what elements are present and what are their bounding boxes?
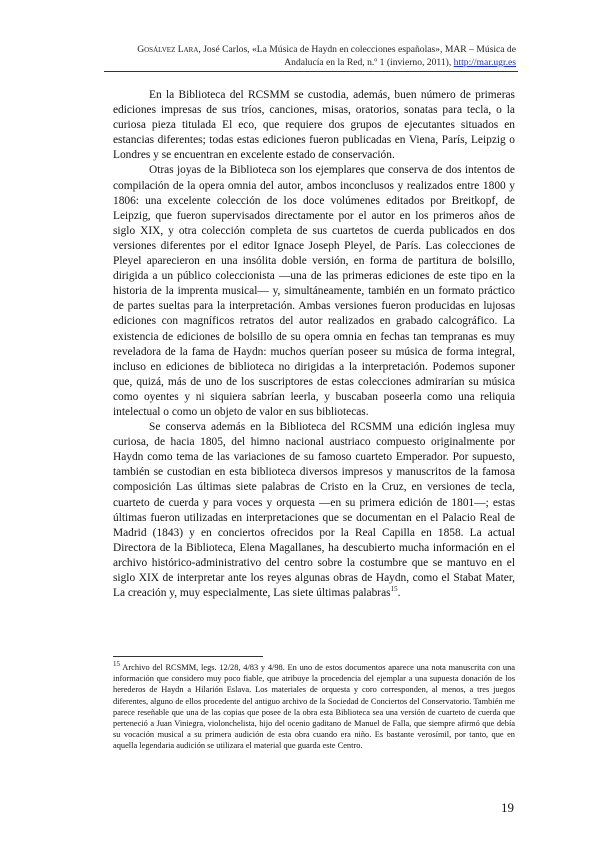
footnote [113,662,515,752]
footnote-reference[interactable]: 15 [390,585,398,594]
running-header [96,44,516,69]
header-author: Gosálvez Lara [137,44,199,55]
header-link[interactable]: http://mar.ugr.es [453,56,516,68]
body-text [113,88,515,601]
paragraph-2: Otras joyas de la Biblioteca son los ejemplares que conserva de dos intentos de compilación de la opera omnia del autor, ambos inconclusos y realizados entre 1800 y 1806: una excelente colección de los doce volúmenes editados por Breitkopf, de Leipzig, que fueron supervisados directamente por el autor en los primeros años de siglo XIX, y otra colección completa de sus cuartetos de cuerda publicados en dos versiones diferentes por el editor Ignace Joseph Pleyel, de París. Las colecciones de Pleyel aparecieron en una insólita doble versión, en forma de partitura de bolsillo, dirigida a un público coleccionista —una de las primeras ediciones de este tipo en la historia de la imprenta musical— y, simultáneamente, también en un formato práctico de partes sueltas para la interpretación. Ambas versiones fueron producidas en lujosas ediciones con magníficos retratos del autor realizados en grabado calcográfico. La existencia de ediciones de bolsillo de su opera omnia en fechas tan tempranas es muy reveladora de la fama de Haydn: muchos querían poseer su música de forma integral, incluso en ediciones de biblioteca no dirigidas a la interpretación. Podemos suponer que, quizá, más de uno de los suscriptores de estas colecciones admirarían su música como oyentes y ni siquiera sabrían leerla, y buscaban poseerla como una reliquia intelectual o como un objeto de valor en sus bibliotecas. [113,164,515,418]
footnote-rule [113,656,263,657]
footnote-number: 15 [113,660,120,669]
page-number: 19 [501,800,514,815]
header-rule [104,71,518,72]
paragraph-3: Se conserva además en la Biblioteca del RCSMM una edición inglesa muy curiosa, de hacia 1805, del himno nacional austriaco compuesto originalmente por Haydn como tema de las variaciones de su famoso cuarteto Emperador. Por supuesto, también se custodian en esta biblioteca diversos impresos y manuscritos de la famosa composición Las últimas siete palabras de Cristo en la Cruz, en versiones de tecla, cuarteto de cuerda y para voces y orquesta —en su primera edición de 1801—; estas últimas fueron utilizadas en interpretaciones que se documentan en el Palacio Real de Madrid (1843) y en conciertos ofrecidos por la Real Capilla en 1858. La actual Directora de la Biblioteca, Elena Magallanes, ha descubierto mucha información en el archivo histórico-administrativo del centro sobre la costumbre que se mantuvo en el siglo XIX de interpretar ante los reyes algunas obras de Haydn, como el Stabat Mater, La creación y, muy especialmente, Las siete últimas palabras$^{15}$. [113,421,515,600]
paragraph-1: En la Biblioteca del RCSMM se custodia, además, buen número de primeras ediciones impresas de sus tríos, canciones, misas, oratorios, sonatas para tecla, o la curiosa pieza titulada El eco, que requiere dos grupos de ejecutantes situados en estancias diferentes; todas estas ediciones fueron publicadas en Viena, París, Leipzig o Londres y se encuentran en excelente estado de conservación. [113,89,515,162]
header-citation: , José Carlos, «La Música de Haydn en colecciones españolas», MAR – Música de Andalucía en la Red, n.º 1 (invierno, 2011), [198,44,516,68]
paragraph-3-text: Se conserva además en la Biblioteca del RCSMM una edición inglesa muy curiosa, de hacia 1805, del himno nacional austriaco compuesto originalmente por Haydn como tema de las variaciones de su famoso cuarteto Emperador. Por supuesto, también se custodian en esta biblioteca diversos impresos y manuscritos de la famosa composición Las últimas siete palabras de Cristo en la Cruz, en versiones de tecla, cuarteto de cuerda y para voces y orquesta —en su primera edición de 1801—; estas últimas fueron utilizadas en interpretaciones que se documentan en el Palacio Real de Madrid (1843) y en conciertos ofrecidos por la Real Capilla en 1858. La actual Directora de la Biblioteca, Elena Magallanes, ha descubierto mucha información en el archivo histórico-administrativo del centro sobre la costumbre que se mantuvo en el siglo XIX de interpretar ante los reyes algunas obras de Haydn, como el Stabat Mater, La creación y, muy especialmente, Las siete últimas palabras [113,421,515,600]
footnote-text: Archivo del RCSMM, legs. 12/28, 4/83 y 4/98. En uno de estos documentos aparece una nota manuscrita con una información que considero muy poco fiable, que atribuye la procedencia del ejemplar a una supuesta donación de los herederos de Haydn a Hilarión Eslava. Los materiales de orquesta y coro corresponden, al menos, a tres juegos diferentes, alguno de ellos procedente del antiguo archivo de la Sociedad de Conciertos del Conservatorio. También me parece reseñable que una de las copias que posee de la obra esta Biblioteca sea una versión de cuarteto de cuerda que perteneció a Juan Viniegra, violonchelista, hijo del ocenio gaditano de Manuel de Falla, que siempre afirmó que debía su vocación musical a su primera audición de esta obra cuando era niño. Es bastante verosímil, por tanto, que en aquella legendaria audición se utilizara el material que guarda este Centro. [113,663,515,751]
